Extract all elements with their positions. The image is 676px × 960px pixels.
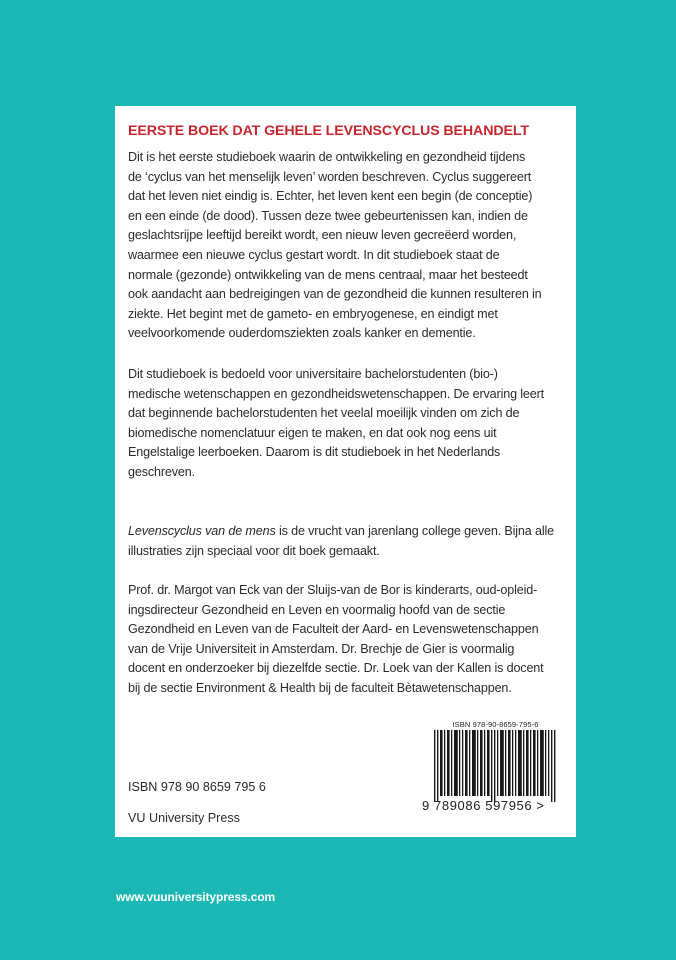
text-line: normale (gezonde) ontwikkeling van de mens centraal, maar het besteedt xyxy=(128,267,528,282)
barcode-isbn-label: ISBN 978-90-8659-795-6 xyxy=(452,720,539,729)
paragraph-authors xyxy=(128,581,568,699)
book-title: Levenscyclus van de mens xyxy=(128,524,276,538)
text-line: dat het leven niet eindig is. Echter, het leven kent een begin (de conceptie) xyxy=(128,189,533,204)
text-line: van de Vrije Universiteit in Amsterdam. Dr. Brechje de Gier is voormalig xyxy=(128,641,515,656)
text-line: docent en onderzoeker bij diezelfde sectie. Dr. Loek van der Kallen is docent xyxy=(128,661,544,676)
barcode-bars-icon xyxy=(422,730,569,802)
publisher-website-link[interactable]: www.vuuniversitypress.com xyxy=(116,890,276,904)
text-line: medische wetenschappen en gezondheidswetenschappen. De ervaring leert xyxy=(128,386,545,401)
isbn-barcode xyxy=(422,720,569,827)
paragraph-audience xyxy=(128,365,568,483)
text-line: ingsdirecteur Gezondheid en Leven en voormalig hoofd van de sectie xyxy=(128,602,506,617)
text-line: ziekte. Het begint met de gameto- en embryogenese, en eindigt met xyxy=(128,306,498,321)
text-line: veelvoorkomende ouderdomsziekten zoals kanker en dementie. xyxy=(128,326,476,341)
paragraph-intro xyxy=(128,148,568,344)
text-line: geschreven. xyxy=(128,464,195,479)
text-line: Gezondheid en Leven van de Faculteit der Aard- en Levenswetenschappen xyxy=(128,622,539,637)
publisher-name: VU University Press xyxy=(128,811,240,825)
text-fragment: is de vrucht van jarenlang college geven. Bijna alle xyxy=(275,524,554,538)
text-line: illustraties zijn speciaal voor dit boek gemaakt. xyxy=(128,543,380,558)
text-line: waarmee een nieuwe cyclus gestart wordt. In dit studieboek staat de xyxy=(128,247,500,262)
text-line: Dit studieboek is bedoeld voor universitaire bachelorstudenten (bio-) xyxy=(128,367,498,381)
text-line: ook aandacht aan bedreigingen van de gezondheid die kunnen resulteren in xyxy=(128,287,542,302)
text-line xyxy=(128,522,568,542)
text-line: Dit is het eerste studieboek waarin de ontwikkeling en gezondheid tijdens xyxy=(128,150,526,164)
barcode-digits: 9 789086 597956 > xyxy=(422,798,545,813)
text-line: biomedische nomenclatuur eigen te maken, en dat ook nog eens uit xyxy=(128,425,497,440)
text-line: geslachtsrijpe leeftijd bereikt wordt, een nieuw leven gecreëerd worden, xyxy=(128,228,517,243)
cover-heading: EERSTE BOEK DAT GEHELE LEVENSCYCLUS BEHANDELT xyxy=(128,123,529,139)
text-line: Prof. dr. Margot van Eck van der Sluijs-van de Bor is kinderarts, oud-opleid- xyxy=(128,583,538,597)
isbn-number: ISBN 978 90 8659 795 6 xyxy=(128,780,266,794)
text-line: en een einde (de dood). Tussen deze twee gebeurtenissen kan, indien de xyxy=(128,208,528,223)
paragraph-origin xyxy=(128,522,568,561)
text-line: dat beginnende bachelorstudenten het veelal moeilijk vinden om zich de xyxy=(128,406,520,421)
back-cover-panel xyxy=(115,106,576,837)
text-line: bij de sectie Environment & Health bij de faculteit Bètawetenschappen. xyxy=(128,680,512,695)
text-line: Engelstalige leerboeken. Daarom is dit studieboek in het Nederlands xyxy=(128,445,501,460)
text-line: de ‘cyclus van het menselijk leven’ worden beschreven. Cyclus suggereert xyxy=(128,169,532,184)
